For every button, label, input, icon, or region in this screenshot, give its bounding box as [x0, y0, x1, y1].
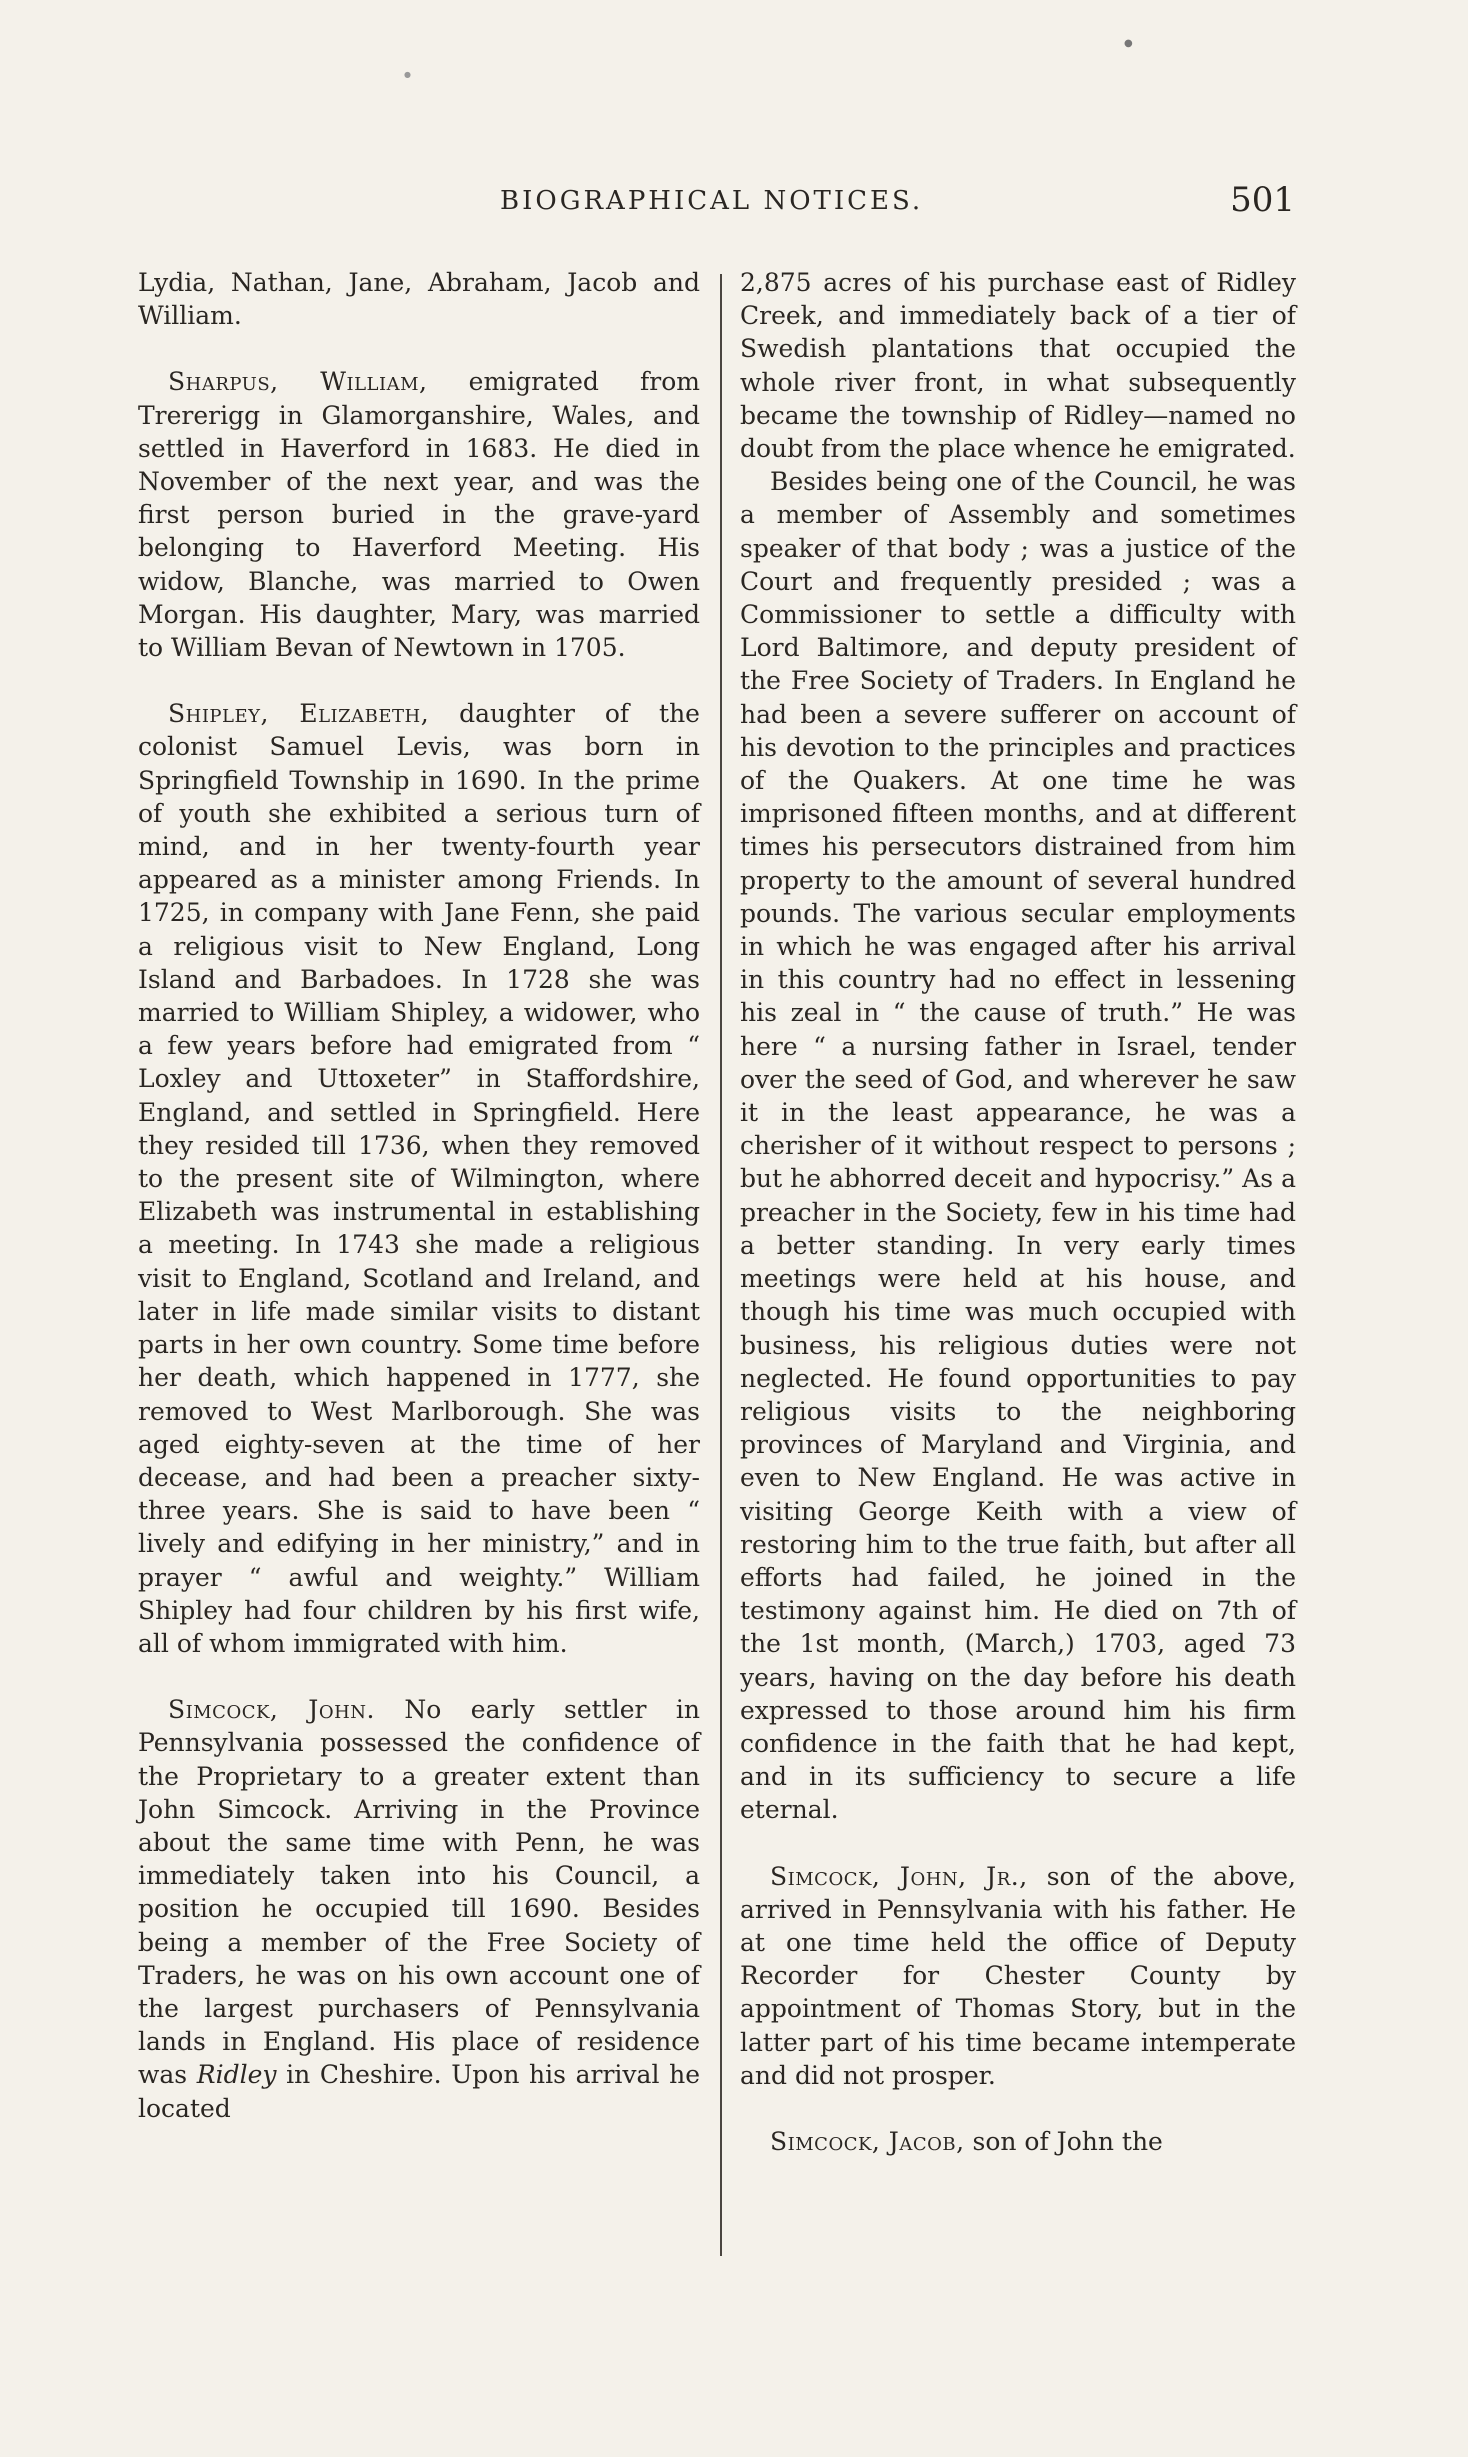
print-speck: ● [404, 70, 411, 79]
entry-sharpus-william [138, 365, 700, 664]
entry-simcock-john [138, 1693, 700, 2125]
page-header [500, 180, 1295, 230]
running-title: BIOGRAPHICAL NOTICES. [500, 186, 924, 216]
entry-simcock-jacob [740, 2125, 1296, 2158]
column-divider [720, 274, 722, 2256]
paragraph-text: 2,875 acres of his purchase east of Ridley Creek, and immediately back of a tier of Swedish plantations that occupied the whole river front, in what subsequently became the township of Ridley—named no doubt from the place whence he emigrated. [740, 268, 1296, 464]
entry-name: Simcock, John, Jr., [770, 1861, 1028, 1891]
entry-simcock-john-jr [740, 1860, 1296, 2092]
right-column [740, 266, 1296, 2158]
entry-shipley-elizabeth [138, 697, 700, 1660]
entry-name: Simcock, Jacob, [770, 2126, 965, 2156]
paragraph-text: Besides being one of the Council, he was a member of Assembly and sometimes speaker of that body ; was a justice of the Court and frequently presided ; was a Commissioner to settle a difficulty with Lord Baltimore, and deputy president of the Free Society of Traders. In England he had been a severe sufferer on account of his devotion to the principles and practices of the Quakers. At one time he was imprisoned fifteen months, and at different times his persecutors distrained from him property to the amount of several hundred pounds. The various secular employments in which he was engaged after his arrival in this country had no effect in lessening his zeal in “ the cause of truth.” He was here “ a nursing father in Israel, tender over the seed of God, and wherever he saw it in the least appearance, he was a cherisher of it without respect to persons ; but he abhorred deceit and hypocrisy.” As a preacher in the Society, few in his time had a better standing. In very early times meetings were held at his house, and though his time was much occupied with business, his religious duties were not neglected. He found opportunities to pay religious visits to the neighboring provinces of Maryland and Virginia, and even to New England. He was active in visiting George Keith with a view of restoring him to the true faith, but after all efforts had failed, he joined in the testimony against him. He died on 7th of the 1st month, (March,) 1703, aged 73 years, having on the day before his death expressed to those around him his firm confidence in the faith that he had kept, and in its sufficiency to secure a life eternal. [740, 467, 1296, 1825]
entry-text: emigrated from Trererigg in Glamorganshire, Wales, and settled in Haverford in 1683. He died in November of the next year, and was the first person buried in the grave-yard belonging to Haverford Meeting. His widow, Blanche, was married to Owen Morgan. His daughter, Mary, was married to William Bevan of Newtown in 1705. [138, 367, 701, 663]
entry-text: son of the above, arrived in Pennsylvania with his father. He at one time held the office of Deputy Recorder for Chester County by appointment of Thomas Story, but in the latter part of his time became intemperate and did not prosper. [740, 1861, 1296, 2090]
continued-paragraph [740, 266, 1296, 465]
entry-text: in Cheshire. Upon his arrival he located [138, 2060, 700, 2123]
paragraph-text: Lydia, Nathan, Jane, Abraham, Jacob and William. [138, 268, 700, 331]
entry-italic-text: Ridley [196, 2060, 277, 2090]
entry-name: Simcock, John. [168, 1695, 375, 1725]
continued-paragraph [138, 266, 700, 332]
entry-name: Shipley, Elizabeth, [168, 699, 430, 729]
entry-text: No early settler in Pennsylvania possessed the confidence of the Proprietary to a greater extent than John Simcock. Arriving in the Province about the same time with Penn, he was immediately taken into his Council, a position he occupied till 1690. Besides being a member of the Free Society of Traders, he was on his own account one of the largest purchasers of Pennsylvania lands in England. His place of residence was [138, 1695, 700, 2090]
entry-text: son of John the [964, 2126, 1163, 2156]
entry-text: daughter of the colonist Samuel Levis, was born in Springfield Township in 1690. In the prime of youth she exhibited a serious turn of mind, and in her twenty-fourth year appeared as a minister among Friends. In 1725, in company with Jane Fenn, she paid a religious visit to New England, Long Island and Barbadoes. In 1728 she was married to William Shipley, a widower, who a few years before had emigrated from “ Loxley and Uttoxeter” in Staffordshire, England, and settled in Springfield. Here they resided till 1736, when they removed to the present site of Wilmington, where Elizabeth was instrumental in establishing a meeting. In 1743 she made a religious visit to England, Scotland and Ireland, and later in life made similar visits to distant parts in her own country. Some time before her death, which happened in 1777, she removed to West Marlborough. She was aged eighty-seven at the time of her decease, and had been a preacher sixty-three years. She is said to have been “ lively and edifying in her ministry,” and in prayer “ awful and weighty.” William Shipley had four children by his first wife, all of whom immigrated with him. [138, 699, 700, 1658]
print-speck: ● [1124, 38, 1133, 49]
simcock-john-paragraph [740, 465, 1296, 1826]
left-column [138, 266, 700, 2125]
entry-name: Sharpus, William, [168, 367, 428, 397]
page-number: 501 [1230, 180, 1295, 220]
